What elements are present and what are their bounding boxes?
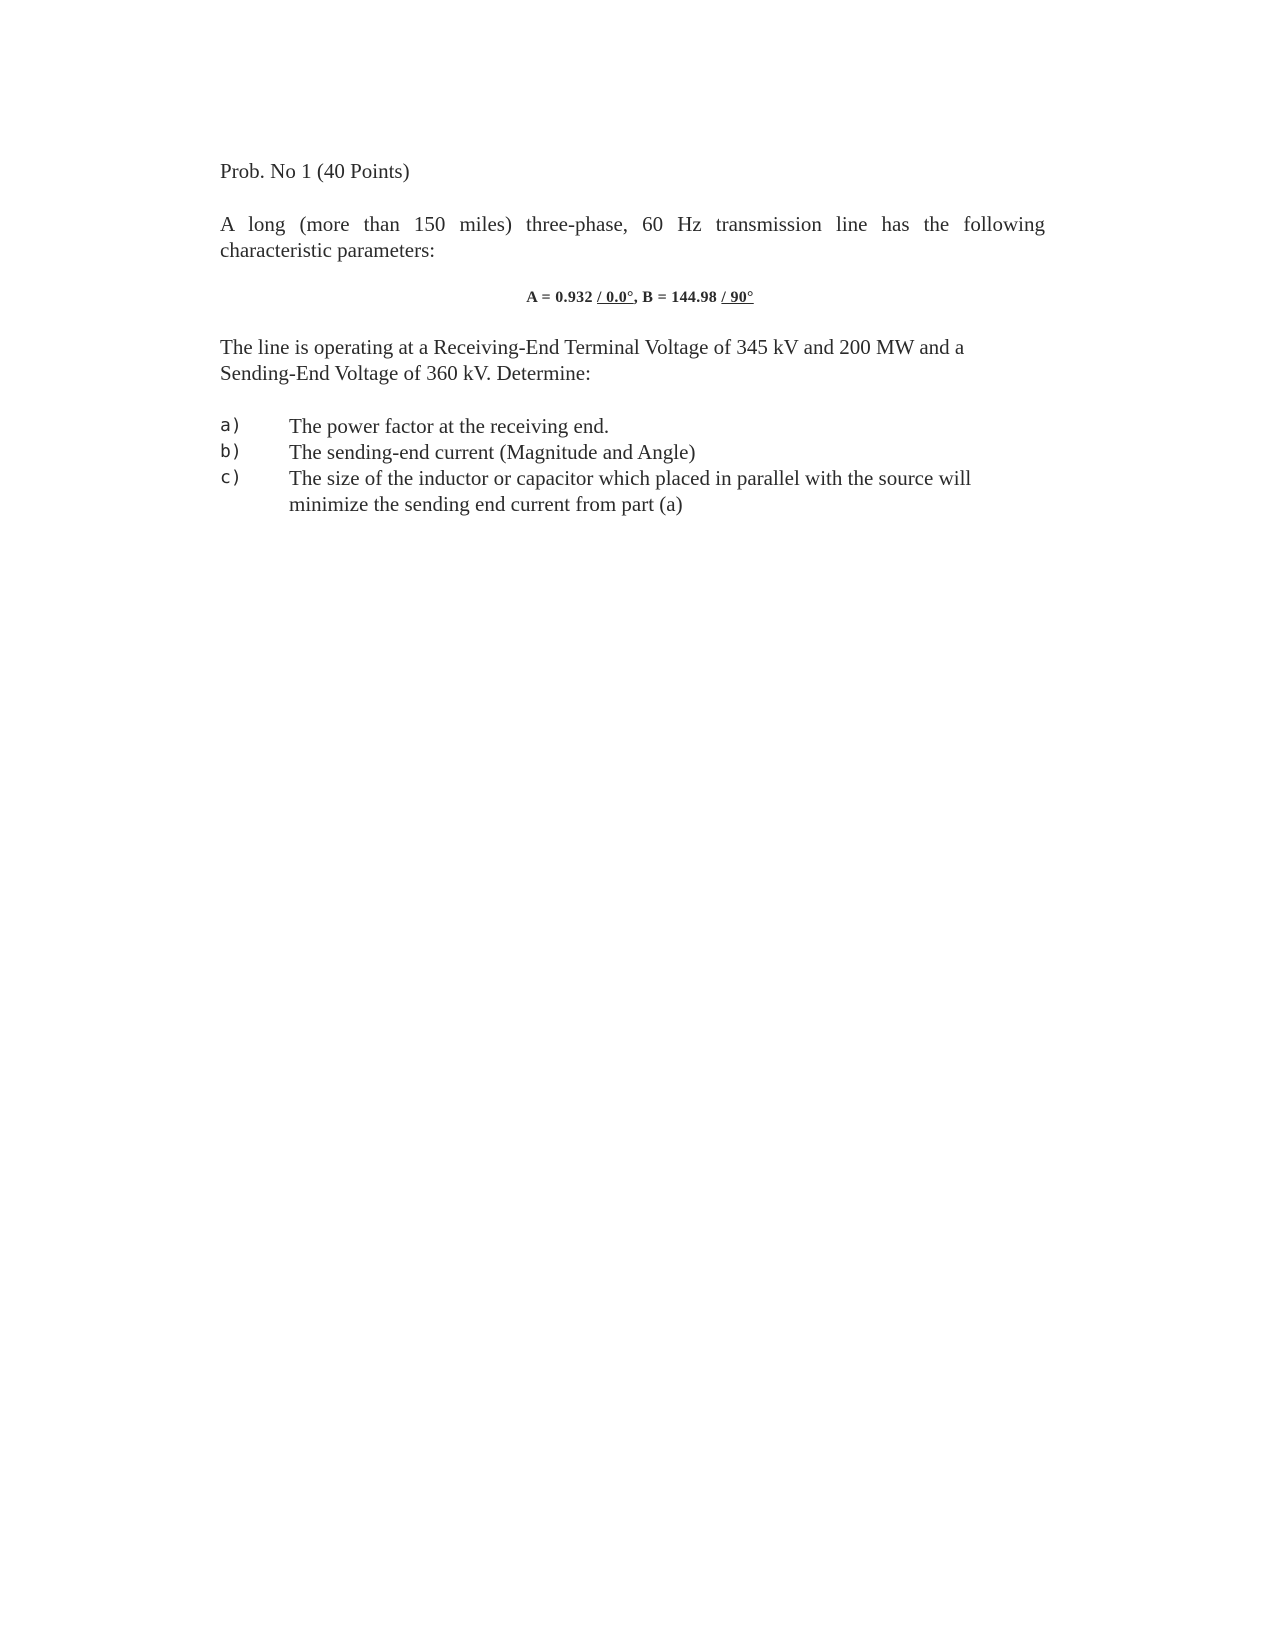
question-text: The sending-end current (Magnitude and Angle)	[289, 440, 696, 464]
question-item-c	[220, 465, 1050, 517]
question-text-line-2: minimize the sending end current from part (a)	[289, 492, 683, 516]
question-label: b)	[220, 441, 242, 462]
question-item-b	[220, 439, 1050, 465]
param-b-angle: / 90°	[721, 289, 754, 306]
question-text: The power factor at the receiving end.	[289, 414, 610, 438]
operating-conditions	[220, 334, 1045, 386]
line-parameters	[0, 287, 1280, 309]
question-text-line-1: The size of the inductor or capacitor which placed in parallel with the source will	[289, 466, 972, 490]
question-item-a	[220, 413, 1050, 439]
question-list	[220, 413, 1050, 517]
param-b-value: , B = 144.98	[633, 289, 722, 306]
question-label: a)	[220, 415, 242, 436]
param-a-value: A = 0.932	[526, 289, 598, 306]
operating-conditions-line-2: Sending-End Voltage of 360 kV. Determine:	[220, 361, 591, 385]
operating-conditions-line-1: The line is operating at a Receiving-End Terminal Voltage of 345 kV and 200 MW and a	[220, 335, 965, 359]
param-a-angle: / 0.0°	[597, 289, 634, 306]
problem-heading: Prob. No 1 (40 Points)	[220, 159, 410, 183]
problem-intro: A long (more than 150 miles) three-phase, 60 Hz transmission line has the following characteristic parameters:	[220, 212, 1045, 262]
question-label: c)	[220, 467, 242, 488]
